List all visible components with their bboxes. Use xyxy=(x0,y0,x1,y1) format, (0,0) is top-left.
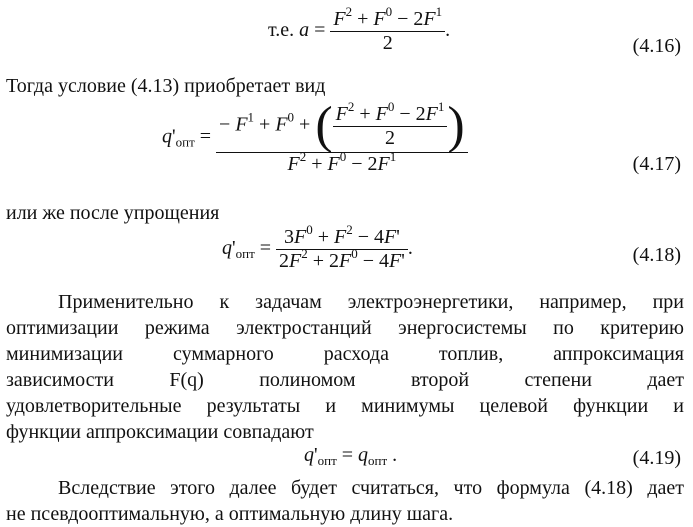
paragraph-1-line-3: минимизации суммарного расхода топлив, аппроксимация xyxy=(6,343,684,365)
text-tobda: Тогда условие (4.13) приобретает вид xyxy=(6,75,326,97)
equation-4-19: $q'_{опт} = q_{опт}$ . xyxy=(304,444,398,468)
paragraph-2-line-2: не псевдооптимальную, а оптимальную длину шага. xyxy=(6,503,454,525)
paragraph-1-line-1: Применительно к задачам электроэнергетики, например, при xyxy=(58,291,684,313)
eq-4-19-number: (4.19) xyxy=(632,447,681,469)
equation-4-17: $q'_{опт}$ = − $F^1 + F^0$ + ( $\frac{F^2 + F^0 - 2F^1}{2}$ ) $F^2 + F^0 - 2F^1$ xyxy=(162,100,468,176)
eq-4-17-number: (4.17) xyxy=(632,153,681,175)
eq-4-18-number: (4.18) xyxy=(632,244,681,266)
eq-4-16-fraction: $\frac{F^2 + F^0 - 2F^1}{2}$ xyxy=(330,8,445,55)
equation-4-16: т.е. a = $\frac{F^2 + F^0 - 2F^1}{2}$ . xyxy=(268,4,451,54)
paragraph-2-line-1: Вследствие этого далее будет считаться, что формула (4.18) дает xyxy=(58,477,684,499)
eq-4-16-prefix: т.е. xyxy=(268,19,295,42)
text-ili: или же после упрощения xyxy=(6,202,220,224)
eq-4-18-fraction: $\frac{3F^0 + F^2 - 4F'}{2F^2 + 2F^0 - 4F'}$ xyxy=(276,226,408,273)
eq-4-17-fraction: − $F^1 + F^0$ + ( $\frac{F^2 + F^0 - 2F^1}{2}$ ) $F^2 + F^0 - 2F^1$ xyxy=(216,100,468,176)
paragraph-1-line-2: оптимизации режима электростанций энергосистемы по критерию xyxy=(6,317,684,339)
paragraph-1-line-4: зависимости F(q) полиномом второй степени дает xyxy=(6,369,684,391)
equation-4-18: $q'_{опт}$ = $\frac{3F^0 + F^2 - 4F'}{2F^2 + 2F^0 - 4F'}$ . xyxy=(222,222,413,272)
eq-4-16-number: (4.16) xyxy=(632,35,681,57)
paragraph-1-line-6: функции аппроксимации совпадают xyxy=(6,421,314,443)
paragraph-1-line-5: удовлетворительные результаты и минимумы целевой функции и xyxy=(6,395,684,417)
